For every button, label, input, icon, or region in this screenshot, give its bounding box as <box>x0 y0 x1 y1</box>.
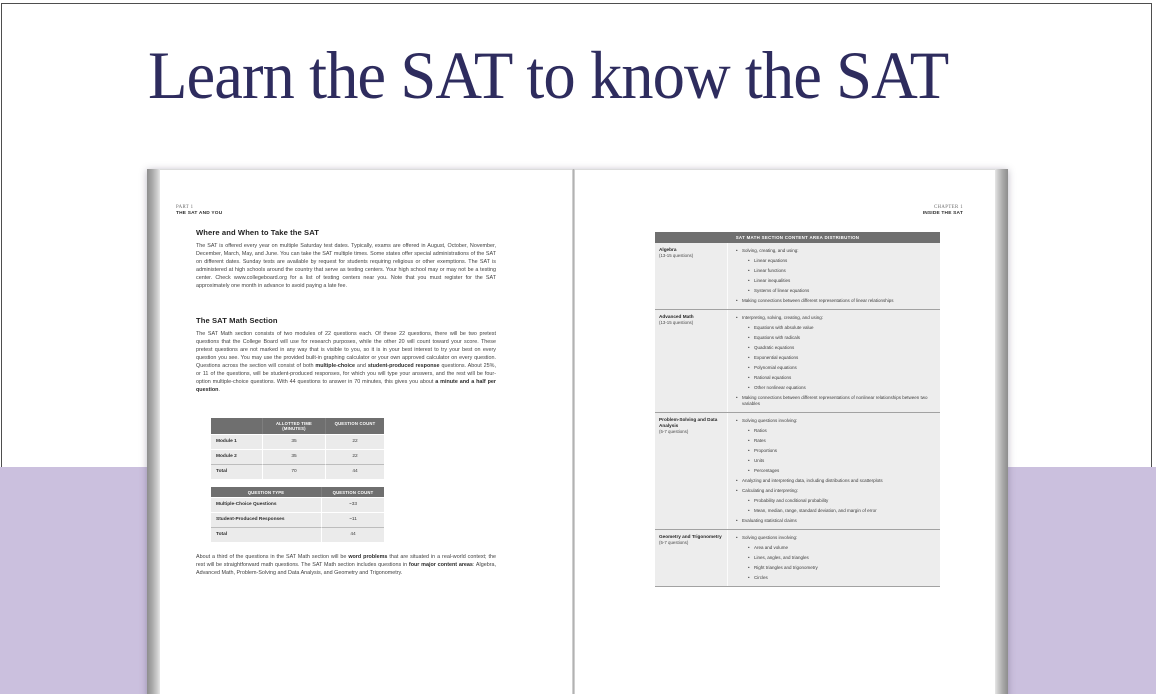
bullet-text: Solving questions involving: <box>742 418 798 424</box>
bullet-text: Evaluating statistical claims <box>742 518 797 524</box>
emphasized-text: a minute and a half per question <box>196 379 496 393</box>
content-table-title: SAT MATH SECTION CONTENT AREA DISTRIBUTION <box>655 232 940 243</box>
body-text: that are situated in a real-world context; the rest will be straightforward math questions. The SAT Math section includes questions in <box>196 554 496 568</box>
table-row <box>211 464 384 479</box>
table-row <box>211 434 384 449</box>
left-running-head <box>176 205 222 217</box>
bullet-text: Percentages <box>754 468 780 474</box>
bullet-dot-icon: • <box>736 395 738 400</box>
bullet-dot-icon: • <box>748 555 750 561</box>
bullet-item <box>736 313 936 323</box>
bullet-dot-icon: • <box>748 428 750 434</box>
emphasized-text: four major content areas <box>408 562 473 568</box>
bullet-text: Linear functions <box>754 268 786 273</box>
bullet-item <box>748 383 936 393</box>
bullet-item <box>736 486 936 496</box>
book-right-page-edge <box>995 169 1008 694</box>
bullet-text: Other nonlinear equations <box>754 385 806 390</box>
bullet-item <box>748 353 936 363</box>
bullet-item <box>736 246 936 256</box>
paragraph-closing <box>196 553 496 577</box>
content-area-question-count: (5-7 questions) <box>659 428 689 434</box>
table-cell: Total <box>211 464 263 479</box>
bullet-item <box>748 333 936 343</box>
bullet-text: Linear equations <box>754 258 788 263</box>
bullet-dot-icon: • <box>748 385 750 390</box>
table-row <box>211 497 384 512</box>
bullet-dot-icon: • <box>748 498 750 504</box>
bullet-dot-icon: • <box>748 335 750 340</box>
table-cell: ~11 <box>322 512 384 527</box>
bullet-dot-icon: • <box>748 365 750 370</box>
content-area-bullet-list <box>728 243 940 309</box>
content-table-body <box>655 243 940 586</box>
table-header-row <box>211 418 384 434</box>
bullet-item <box>748 256 936 266</box>
bullet-item <box>748 323 936 333</box>
bullet-item <box>748 506 936 516</box>
table-header-row <box>211 487 384 497</box>
content-area-name-cell <box>655 530 728 586</box>
bullet-item <box>748 276 936 286</box>
bullet-text: Circles <box>754 575 768 581</box>
bullet-dot-icon: • <box>736 298 738 303</box>
bullet-item <box>748 426 936 436</box>
content-area-row <box>655 243 940 309</box>
table-cell: 35 <box>263 434 326 449</box>
bullet-text: Exponential equations <box>754 355 799 360</box>
table-cell: Total <box>211 527 322 542</box>
page-title: Learn the SAT to know the SAT <box>148 37 949 113</box>
content-area-name: Problem-Solving and Data Analysis <box>659 416 718 428</box>
bullet-text: Making connections between different representations of linear relationships <box>742 298 894 303</box>
body-text: The SAT is offered every year on multiple Saturday test dates. Typically, exams are offered in August, October, November, December, March, May, and June. You can take the SAT multiple times. Some states offer special administrations of the SAT on different dates. Sunday tests are available by request for students requiring religious or other exemptions. The SAT is administered at high schools around the country that serve as testing centers. Your high school may or may not be a testing center. Check www.collegeboard.org for a list of testing centers near you. Note that you must register for the SAT approximately one month in advance to avoid paying a late fee. <box>196 243 496 289</box>
body-text: . <box>218 387 220 393</box>
bullet-item <box>748 446 936 456</box>
bullet-item <box>748 496 936 506</box>
content-area-row <box>655 309 940 412</box>
emphasized-text: word problems <box>348 554 388 560</box>
part-title: THE SAT AND YOU <box>176 211 223 216</box>
bullet-text: Rates <box>754 438 766 444</box>
bullet-item <box>736 516 936 526</box>
bullet-text: Quadratic equations <box>754 345 795 350</box>
paragraph-math-section <box>196 330 496 394</box>
bullet-item <box>748 266 936 276</box>
bullet-item <box>736 416 936 426</box>
table-header-cell: QUESTION COUNT <box>322 487 384 497</box>
bullet-dot-icon: • <box>736 535 738 541</box>
part-label: PART 1 <box>176 205 194 210</box>
bullet-text: Systems of linear equations <box>754 288 810 293</box>
right-running-head <box>923 205 963 217</box>
bullet-text: Units <box>754 458 765 464</box>
content-area-row <box>655 529 940 586</box>
bullet-dot-icon: • <box>748 468 750 474</box>
bullet-text: Equations with radicals <box>754 335 801 340</box>
bullet-text: Making connections between different representations of nonlinear relationships between two variables <box>742 394 928 407</box>
bullet-item <box>736 533 936 543</box>
table-cell: 35 <box>263 449 326 464</box>
bullet-dot-icon: • <box>748 448 750 454</box>
bullet-text: Analyzing and interpreting data, including distributions and scatterplots <box>742 478 883 484</box>
content-area-name: Geometry and Trigonometry <box>659 533 722 539</box>
content-area-bullet-list <box>728 530 940 586</box>
bullet-text: Probability and conditional probability <box>754 498 829 504</box>
bullet-text: Solving, creating, and using: <box>742 248 799 253</box>
bullet-dot-icon: • <box>748 258 750 263</box>
bullet-text: Rational equations <box>754 375 792 380</box>
bullet-item <box>748 543 936 553</box>
emphasized-text: multiple-choice <box>315 363 355 369</box>
bullet-text: Proportions <box>754 448 778 454</box>
section-heading-math-section: The SAT Math Section <box>196 316 278 325</box>
bullet-dot-icon: • <box>736 248 738 253</box>
bullet-item <box>748 373 936 383</box>
bullet-item <box>748 456 936 466</box>
table-cell: 44 <box>326 464 384 479</box>
bullet-item <box>736 296 936 306</box>
bullet-text: Ratios <box>754 428 767 434</box>
bullet-dot-icon: • <box>748 575 750 581</box>
table-row <box>211 527 384 542</box>
bullet-dot-icon: • <box>748 438 750 444</box>
bullet-dot-icon: • <box>748 508 750 514</box>
bullet-dot-icon: • <box>748 325 750 330</box>
content-area-name: Advanced Math <box>659 313 694 319</box>
table-cell: Multiple-Choice Questions <box>211 497 322 512</box>
bullet-dot-icon: • <box>748 288 750 293</box>
bullet-text: Area and volume <box>754 545 789 551</box>
body-text: questions. About 25%, or 11 of the questions, will be student-produced responses, for which you will type your answers, and the rest will be four-option multiple-choice questions. With 44 questions to answer in 70 minutes, this gives you about <box>196 363 496 385</box>
book-spread <box>147 169 1008 694</box>
bullet-text: Equations with absolute value <box>754 325 814 330</box>
bullet-dot-icon: • <box>748 545 750 551</box>
bullet-dot-icon: • <box>736 518 738 524</box>
content-area-question-count: (13-15 questions) <box>659 319 694 325</box>
bullet-item <box>748 436 936 446</box>
question-type-table <box>211 487 384 542</box>
table-row <box>211 449 384 464</box>
table-cell: Module 2 <box>211 449 263 464</box>
table-cell: Student-Produced Responses <box>211 512 322 527</box>
body-text: and <box>354 363 368 369</box>
content-area-distribution-table <box>655 232 940 587</box>
paragraph-where-when <box>196 242 496 290</box>
content-area-question-count: (13-15 questions) <box>659 252 694 258</box>
emphasized-text: student-produced response <box>367 363 440 369</box>
table-cell: 44 <box>322 527 384 542</box>
bullet-dot-icon: • <box>748 278 750 283</box>
bullet-item <box>748 363 936 373</box>
content-area-row <box>655 412 940 529</box>
chapter-title: INSIDE THE SAT <box>922 211 963 216</box>
bullet-dot-icon: • <box>736 478 738 484</box>
content-area-name-cell <box>655 310 728 412</box>
table-header-cell: QUESTION COUNT <box>326 418 384 434</box>
body-text: : Algebra, Advanced Math, Problem-Solving and Data Analysis, and Geometry and Trigonometry. <box>196 562 496 576</box>
body-text: The SAT Math section consists of two modules of 22 questions each. Of these 22 questions, there will be two pretest questions that the College Board will use for research purposes, while the other 20 will count toward your score. These pretest questions are not marked in any way that is visible to you, so it is in your best interest to try your best on every question you see. You may use the provided built-in graphing calculator or your own approved calculator on every question. Questions across the section will consist of both <box>196 331 496 369</box>
allotted-time-table <box>211 418 384 479</box>
bullet-item <box>748 563 936 573</box>
content-area-name-cell <box>655 413 728 529</box>
table-cell: 22 <box>326 434 384 449</box>
bullet-dot-icon: • <box>748 345 750 350</box>
bullet-text: Mean, median, range, standard deviation, and margin of error <box>754 508 877 514</box>
bullet-text: Lines, angles, and triangles <box>754 555 809 561</box>
content-area-name-cell <box>655 243 728 309</box>
table-cell: ~33 <box>322 497 384 512</box>
bullet-text: Linear inequalities <box>754 278 791 283</box>
bullet-item <box>748 466 936 476</box>
bullet-text: Right triangles and trigonometry <box>754 565 818 571</box>
table-cell: 22 <box>326 449 384 464</box>
content-area-question-count: (5-7 questions) <box>659 539 689 545</box>
bullet-dot-icon: • <box>748 268 750 273</box>
bullet-dot-icon: • <box>748 565 750 571</box>
table-cell: 70 <box>263 464 326 479</box>
bullet-item <box>748 573 936 583</box>
table-row <box>211 512 384 527</box>
bullet-dot-icon: • <box>736 315 738 320</box>
table-cell: Module 1 <box>211 434 263 449</box>
bullet-dot-icon: • <box>748 458 750 464</box>
section-heading-where-when: Where and When to Take the SAT <box>196 228 319 237</box>
body-text: About a third of the questions in the SAT Math section will be <box>196 554 349 560</box>
book-left-page-edge <box>147 169 160 694</box>
bullet-item <box>736 393 936 409</box>
bullet-text: Polynomial equations <box>754 365 797 370</box>
bullet-dot-icon: • <box>736 488 738 494</box>
table-header-cell: ALLOTTED TIME (MINUTES) <box>263 418 326 434</box>
bullet-text: Solving questions involving: <box>742 535 798 541</box>
content-area-bullet-list <box>728 413 940 529</box>
table-header-cell: QUESTION TYPE <box>211 487 322 497</box>
bullet-text: Calculating and interpreting: <box>742 488 799 494</box>
table-header-cell <box>211 418 263 434</box>
bullet-dot-icon: • <box>748 375 750 380</box>
bullet-item <box>748 553 936 563</box>
bullet-text: Interpreting, solving, creating, and using: <box>742 315 824 320</box>
bullet-dot-icon: • <box>748 355 750 360</box>
bullet-dot-icon: • <box>736 418 738 424</box>
bullet-item <box>748 286 936 296</box>
content-area-name: Algebra <box>659 246 677 252</box>
bullet-item <box>736 476 936 486</box>
content-area-bullet-list <box>728 310 940 412</box>
bullet-item <box>748 343 936 353</box>
chapter-label: CHAPTER 1 <box>933 205 963 210</box>
